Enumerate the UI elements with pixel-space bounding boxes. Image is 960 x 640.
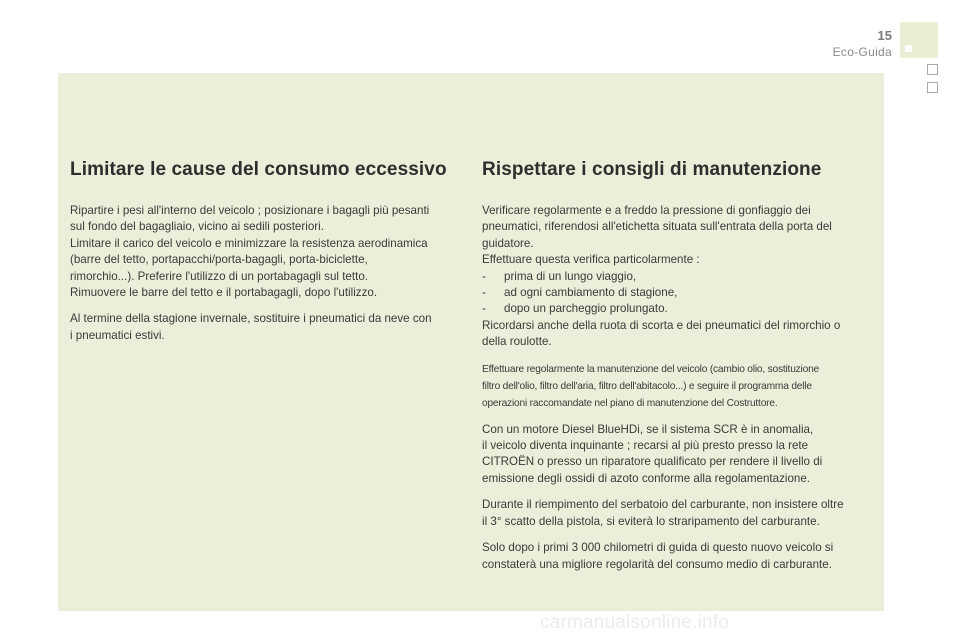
left-heading: Limitare le cause del consumo eccessivo — [70, 159, 447, 180]
nav-box-icon[interactable] — [927, 64, 938, 75]
text-line: Verificare regolarmente e a freddo la pressione di gonfiaggio dei — [482, 204, 811, 217]
text-line: CITROËN o presso un riparatore qualificato per rendere il livello di — [482, 455, 823, 469]
text-line: Ripartire i pesi all'interno del veicolo ; posizionare i bagagli più pesanti — [70, 204, 430, 217]
page-number: 15 — [877, 28, 892, 43]
text-line: constaterà una migliore regolarità del consumo medio di carburante. — [482, 557, 832, 571]
content-panel — [58, 73, 884, 611]
text-line: il veicolo diventa inquinante ; recarsi al più presto presso la rete — [482, 439, 809, 453]
left-column — [70, 159, 462, 354]
text-line: emissione degli ossidi di azoto conforme alla regolamentazione. — [482, 471, 811, 485]
right-paragraph-5 — [482, 540, 874, 573]
right-paragraph-2 — [482, 361, 874, 412]
watermark: carmanualsonline.info — [540, 612, 730, 633]
text-line: Effettuare questa verifica particolarmente : — [482, 253, 700, 267]
right-paragraph-1 — [482, 203, 874, 351]
text-line: guidatore. — [482, 236, 534, 250]
text-line: sul fondo del bagagliaio, vicino ai sedili posteriori. — [70, 220, 324, 234]
text-line: Rimuovere le barre del tetto e il portabagagli, dopo l'utilizzo. — [70, 286, 378, 300]
text-line: Con un motore Diesel BlueHDi, se il sistema SCR è in anomalia, — [482, 422, 814, 436]
text-line: Effettuare regolarmente la manutenzione del veicolo (cambio olio, sostituzione — [482, 363, 820, 375]
list-item: - ad ogni cambiamento di stagione, — [482, 286, 678, 300]
nav-box-icon[interactable] — [927, 82, 938, 93]
text-line: operazioni raccomandate nel piano di manutenzione del Costruttore. — [482, 397, 778, 409]
right-heading: Rispettare i consigli di manutenzione — [482, 159, 822, 180]
text-line: il 3° scatto della pistola, si eviterà lo straripamento del carburante. — [482, 514, 820, 528]
left-paragraph-1 — [70, 203, 462, 301]
text-line: della roulotte. — [482, 335, 552, 349]
section-tab[interactable] — [900, 22, 938, 58]
text-line: Solo dopo i primi 3 000 chilometri di guida di questo nuovo veicolo si — [482, 541, 834, 555]
text-line: Durante il riempimento del serbatoio del carburante, non insistere oltre — [482, 498, 844, 512]
right-paragraph-4 — [482, 497, 874, 530]
section-label: Eco-Guida — [832, 45, 892, 59]
list-item: - prima di un lungo viaggio, — [482, 269, 637, 283]
list-item-text: ad ogni cambiamento di stagione, — [504, 286, 678, 300]
text-line: Limitare il carico del veicolo e minimizzare la resistenza aerodinamica — [70, 236, 428, 250]
text-line: Al termine della stagione invernale, sostituire i pneumatici da neve con — [70, 312, 432, 326]
right-paragraph-3 — [482, 422, 874, 488]
text-line: pneumatici, riferendosi all'etichetta situata sull'entrata della porta del — [482, 220, 832, 234]
left-paragraph-2 — [70, 311, 462, 344]
tab-marker-icon — [905, 45, 912, 52]
list-item-text: prima di un lungo viaggio, — [504, 269, 637, 283]
list-item-text: dopo un parcheggio prolungato. — [504, 302, 668, 316]
text-line: (barre del tetto, portapacchi/porta-bagagli, porta-biciclette, — [70, 253, 368, 267]
text-line: Ricordarsi anche della ruota di scorta e dei pneumatici del rimorchio o — [482, 318, 841, 332]
right-column — [482, 159, 874, 583]
text-line: i pneumatici estivi. — [70, 328, 165, 342]
text-line: filtro dell'olio, filtro dell'aria, filtro dell'abitacolo...) e seguire il programma delle — [482, 380, 812, 392]
list-item: - dopo un parcheggio prolungato. — [482, 302, 668, 316]
text-line: rimorchio...). Preferire l'utilizzo di un portabagagli sul tetto. — [70, 269, 368, 283]
